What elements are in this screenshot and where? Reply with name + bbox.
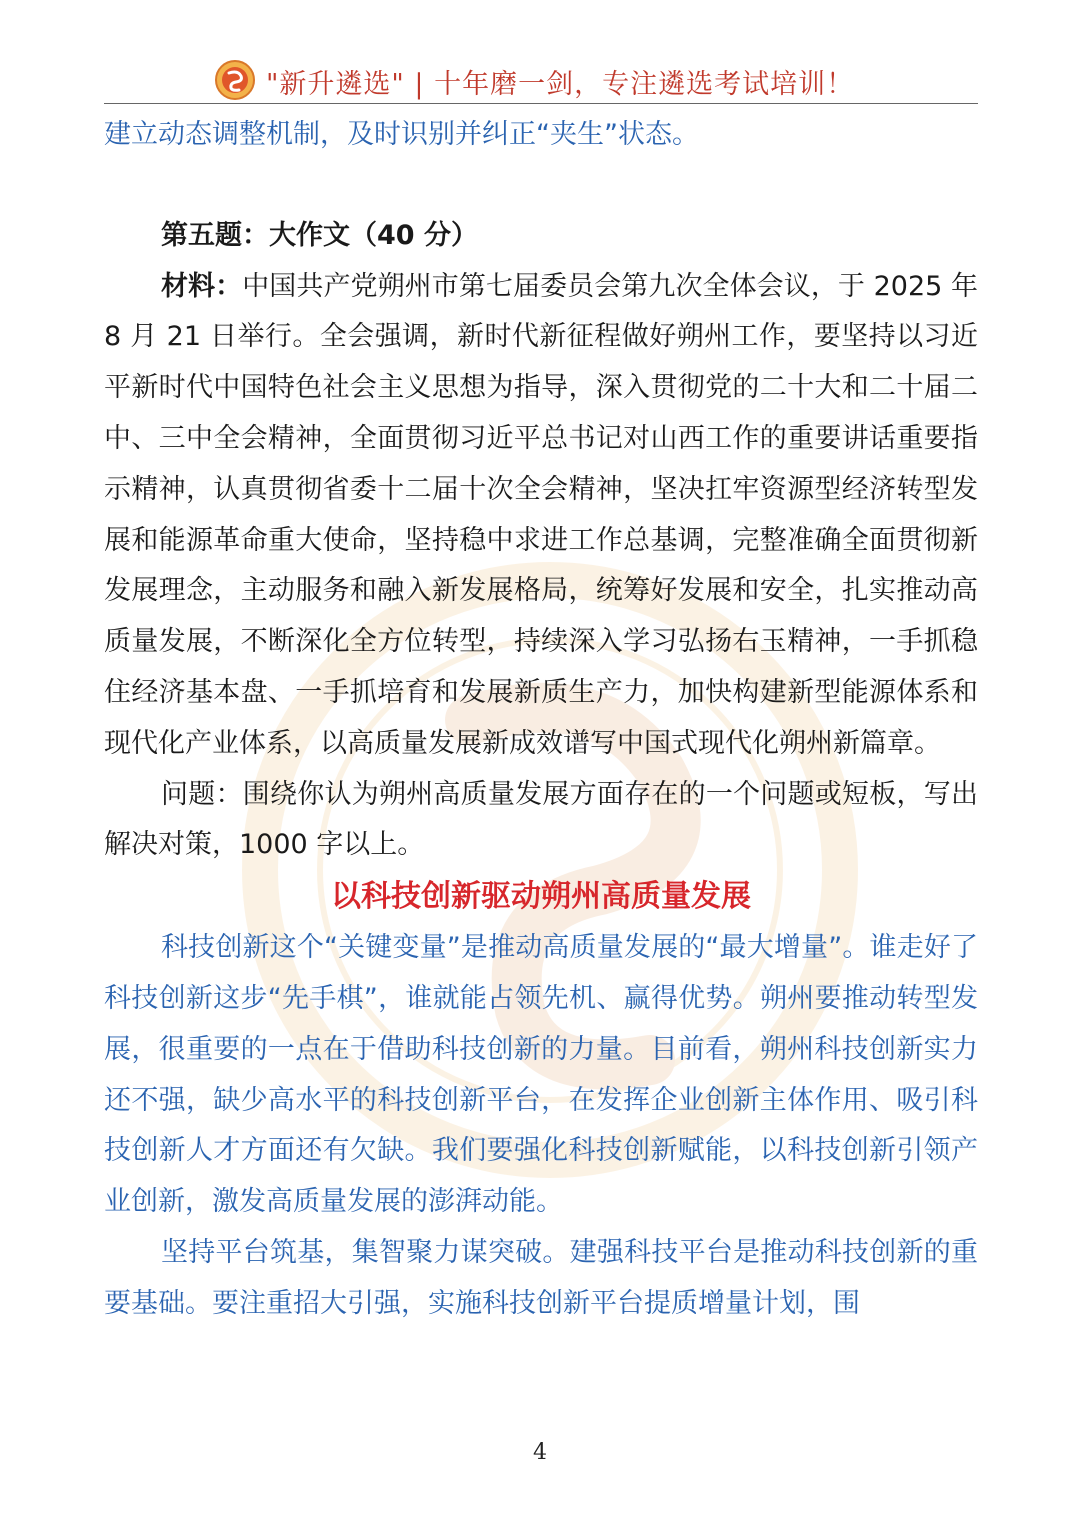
essay-title: 以科技创新驱动朔州高质量发展 — [331, 879, 751, 915]
question-heading: 第五题：大作文（40 分） — [161, 219, 478, 251]
paragraph-gap — [104, 161, 978, 211]
header-slogan: "新升遴选" | 十年磨一剑，专注遴选考试培训！ — [266, 69, 855, 100]
brand-logo-icon — [214, 59, 256, 101]
header-divider — [104, 103, 978, 104]
essay-paragraph-1: 科技创新这个“关键变量”是推动高质量发展的“最大增量”。谁走好了科技创新这步“先手棋”，谁就能占领先机、赢得优势。朔州要推动转型发展，很重要的一点在于借助科技创新的力量。目前看，朔州科技创新实力还不强，缺少高水平的科技创新平台，在发挥企业创新主体作用、吸引科技创新人才方面还有欠缺。我们要强化科技创新赋能，以科技创新引领产业创新，激发高质量发展的澎湃动能。 — [104, 932, 978, 1218]
page-number: 4 — [533, 1440, 547, 1465]
material-paragraph — [104, 262, 978, 770]
document-body — [104, 110, 978, 1330]
question-paragraph: 问题：围绕你认为朔州高质量发展方面存在的一个问题或短板，写出解决对策，1000 字以上。 — [104, 778, 978, 861]
continued-answer-line: 建立动态调整机制，及时识别并纠正“夹生”状态。 — [104, 119, 699, 150]
material-text: 中国共产党朔州市第七届委员会第九次全体会议，于 2025 年 8 月 21 日举行。全会强调，新时代新征程做好朔州工作，要坚持以习近平新时代中国特色社会主义思想为指导，深入贯彻党的二十大和二十届二中、三中全会精神，全面贯彻习近平总书记对山西工作的重要讲话重要指示精神，认真贯彻省委十二届十次全会精神，坚决扛牢资源型经济转型发展和能源革命重大使命，坚持稳中求进工作总基调，完整准确全面贯彻新发展理念，主动服务和融入新发展格局，统筹好发展和安全，扎实推动高质量发展，不断深化全方位转型，持续深入学习弘扬右玉精神，一手抓稳住经济基本盘、一手抓培育和发展新质生产力，加快构建新型能源体系和现代化产业体系，以高质量发展新成效谱写中国式现代化朔州新篇章。 — [104, 270, 978, 759]
essay-paragraph-2: 坚持平台筑基，集智聚力谋突破。建强科技平台是推动科技创新的重要基础。要注重招大引强，实施科技创新平台提质增量计划，围 — [104, 1236, 978, 1319]
material-label: 材料： — [161, 270, 243, 302]
